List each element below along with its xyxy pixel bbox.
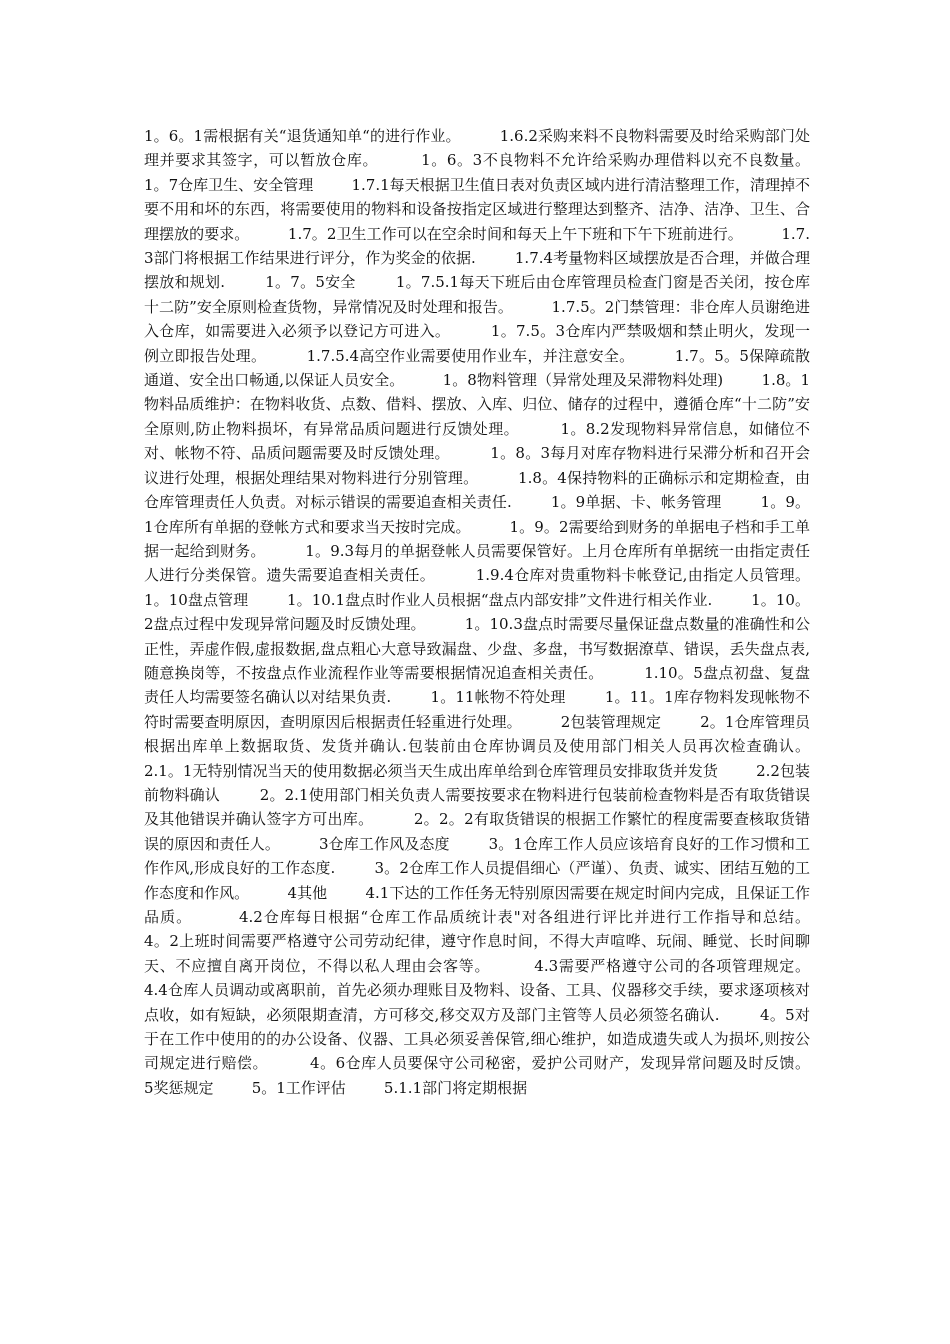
document-body-text: 1。6。1需根据有关“退货通知单“的进行作业。 1.6.2采购来料不良物料需要及时给采购部门处理并要求其签字，可以暂放仓库。 1。6。3不良物料不允许给采购办理借料以充不良数量。 1。7仓库卫生、安全管理 1.7.1每天根据卫生值日表对负责区域内进行清洁整理工作，清理掉不要不用和坏的东西，将需要使用的物料和设备按指定区域进行整理达到整齐、洁净、洁净、卫生、合理摆放的要求。 1.7。2卫生工作可以在空余时间和每天上午下班和下午下班前进行。 1.7.3部门将根据工作结果进行评分，作为奖金的依据. 1.7.4考量物料区域摆放是否合理，并做合理摆放和规划. 1。7。5安全 1。7.5.1每天下班后由仓库管理员检查门窗是否关闭，按仓库十二防”安全原则检查货物，异常情况及时处理和报告。 1.7.5。2门禁管理：非仓库人员谢绝进入仓库，如需要进入必须予以登记方可进入。 1。7.5。3仓库内严禁吸烟和禁止明火，发现一例立即报告处理。 1.7.5.4高空作业需要使用作业车，并注意安全。 1.7。5。5保障疏散通道、安全出口畅通,以保证人员安全。 1。8物料管理（异常处理及呆滞物料处理) 1.8。1物料品质维护：在物料收货、点数、借料、摆放、入库、归位、储存的过程中，遵循仓库“十二防”安全原则,防止物料损坏，有异常品质问题进行反馈处理。 1。8.2发现物料异常信息，如储位不对、帐物不符、品质问题需要及时反馈处理。 1。8。3每月对库存物料进行呆滞分析和召开会议进行处理，根据处理结果对物料进行分别管理。 1.8。4保持物料的正确标示和定期检查，由仓库管理责任人负责。对标示错误的需要追查相关责任. 1。9单据、卡、帐务管理 1。9。1仓库所有单据的登帐方式和要求当天按时完成。 1。9。2需要给到财务的单据电子档和手工单据一起给到财务。 1。9.3每月的单据登帐人员需要保管好。上月仓库所有单据统一由指定责任人进行分类保管。遗失需要追查相关责任。 1.9.4仓库对贵重物料卡帐登记,由指定人员管理。 1。10盘点管理 1。10.1盘点时作业人员根据“盘点内部安排”文件进行相关作业. 1。10。2盘点过程中发现异常问题及时反馈处理。 1。10.3盘点时需要尽量保证盘点数量的准确性和公正性，弄虚作假,虚报数据,盘点粗心大意导致漏盘、少盘、多盘，书写数据潦草、错误，丢失盘点表,随意换岗等，不按盘点作业流程作业等需要根据情况追查相关责任。 1.10。5盘点初盘、复盘责任人均需要签名确认以对结果负责. 1。11帐物不符处理 1。11。1库存物料发现帐物不符时需要查明原因，查明原因后根据责任轻重进行处理。 2包装管理规定 2。1仓库管理员根据出库单上数据取货、发货并确认.包装前由仓库协调员及使用部门相关人员再次检查确认。 2.1。1无特别情况当天的使用数据必须当天生成出库单给到仓库管理员安排取货并发货 2.2包装前物料确认 2。2.1使用部门相关负责人需要按要求在物料进行包装前检查物料是否有取货错误及其他错误并确认签字方可出库。 2。2。2有取货错误的根据工作繁忙的程度需要查核取货错误的原因和责任人。 3仓库工作风及态度 3。1仓库工作人员应该培育良好的工作习惯和工作作风,形成良好的工作态度. 3。2仓库工作人员提倡细心（严谨）、负责、诚实、团结互勉的工作态度和作风。 4其他 4.1下达的工作任务无特别原因需要在规定时间内完成，且保证工作品质。 4.2仓库每日根据“仓库工作品质统计表"对各组进行评比并进行工作指导和总结。 4。2上班时间需要严格遵守公司劳动纪律，遵守作息时间，不得大声喧哗、玩闹、睡觉、长时间聊天、不应擅自离开岗位，不得以私人理由会客等。 4.3需要严格遵守公司的各项管理规定。 4.4仓库人员调动或离职前，首先必须办理账目及物料、设备、工具、仪器移交手续，要求逐项核对点收，如有短缺，必须限期查清，方可移交,移交双方及部门主管等人员必须签名确认. 4。5对于在工作中使用的的办公设备、仪器、工具必须妥善保管,细心维护，如造成遗失或人为损坏,则按公司规定进行赔偿。 4。6仓库人员要保守公司秘密，爱护公司财产，发现异常问题及时反馈。 5奖惩规定 5。1工作评估 5.1.1部门将定期根据 (144, 127, 849, 1097)
